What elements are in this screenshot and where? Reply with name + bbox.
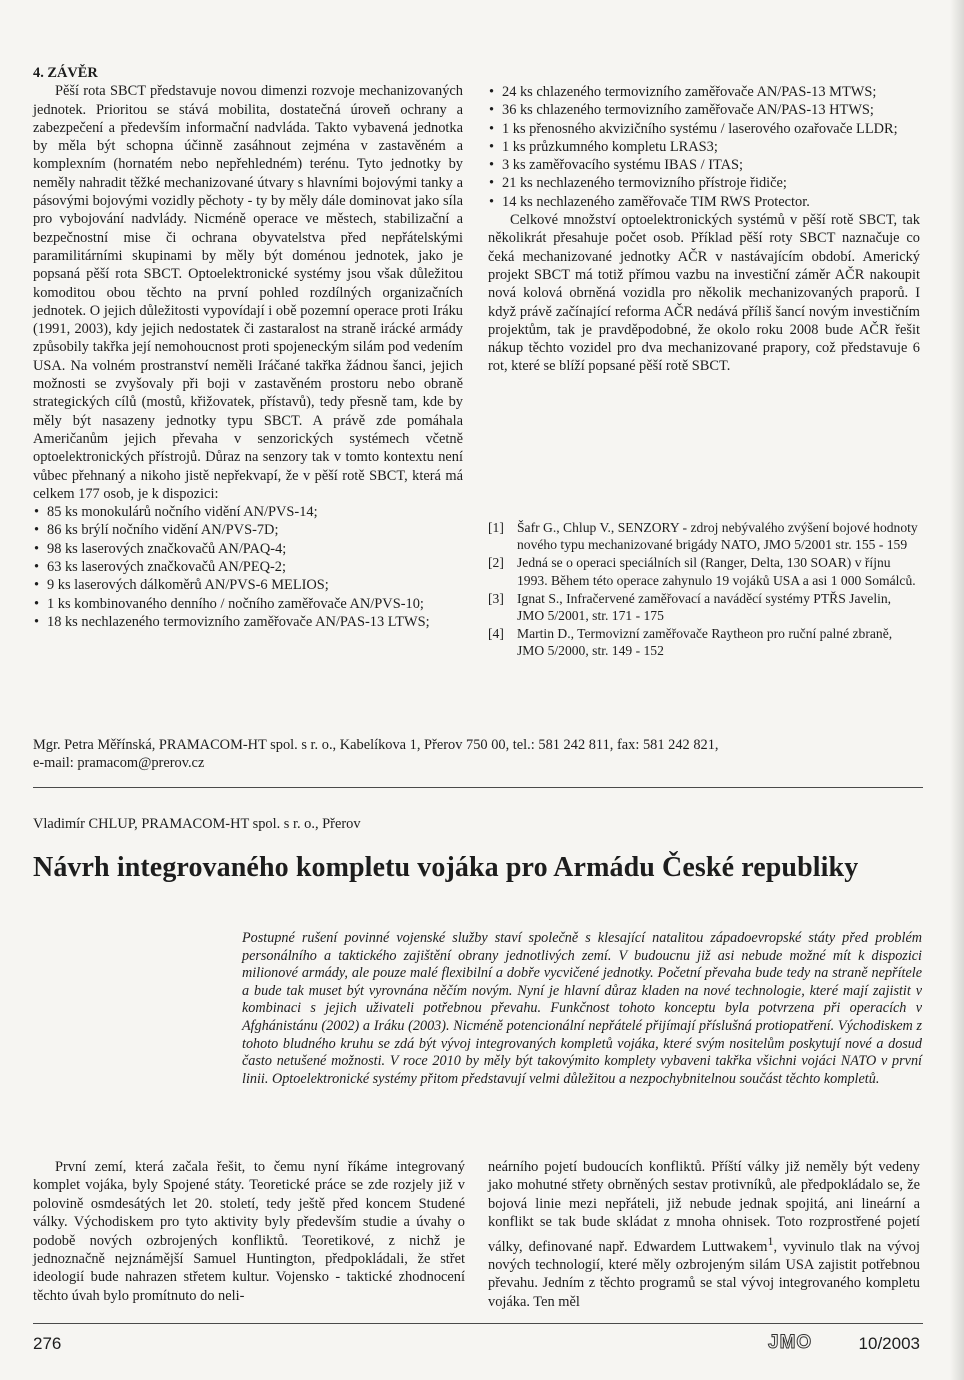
list-item: • 3 ks zaměřovacího systému IBAS / ITAS; (488, 156, 920, 174)
list-item: • 24 ks chlazeného termovizního zaměřovače AN/PAS-13 MTWS; (488, 83, 920, 101)
list-item: • 1 ks kombinovaného denního / nočního zaměřovače AN/PVS-10; (33, 595, 463, 613)
list-item: • 1 ks přenosného akvizičního systému / laserového ozařovače LLDR; (488, 120, 920, 138)
reference-text: Šafr G., Chlup V., SENZORY - zdroj nebývalého zvýšení bojové hodnoty nového typu mechanizované brigády NATO, JMO 5/2001 str. 155 - 159 (517, 520, 918, 553)
reference-text: Martin D., Termovizní zaměřovače Raytheon pro ruční palné zbraně, JMO 5/2000, str. 149 - 152 (517, 626, 893, 659)
journal-logo: JMO (768, 1332, 813, 1353)
reference-item (488, 519, 920, 553)
reference-text: Jedná se o operaci speciálních sil (Ranger, Delta, 130 SOAR) v říjnu 1993. Během této operace zahynulo 19 vojáků USA a asi 1 000 Somálců. (517, 555, 916, 588)
reference-item (488, 554, 920, 588)
list-item: • 14 ks nechlazeného zaměřovače TIM RWS Protector. (488, 193, 920, 211)
reference-number: [3] (488, 590, 504, 606)
page-number: 276 (33, 1334, 62, 1353)
body-left-column (33, 1158, 465, 1305)
contact-email: e-mail: pramacom@prerov.cz (33, 755, 205, 772)
reference-item (488, 625, 920, 659)
list-item: • 1 ks průzkumného kompletu LRAS3; (488, 138, 920, 156)
list-item: • 63 ks laserových značkovačů AN/PEQ-2; (33, 558, 463, 576)
summary-paragraph: Celkové množství optoelektronických systémů v pěší rotě SBCT, tak několikrát přesahuje počet osob. Příklad pěší roty SBCT naznačuje co čeká mechanizované jednotky AČR v nastávajícím období. Americký projekt SBCT má totiž přímou vazbu na investiční záměr AČR nakoupit nová kolová obrněná vozidla pro několik mechanizovaných praporů. I když právě začínající reforma AČR nedává příliš šancí novým investičním projektům, tak je pravděpodobné, že okolo roku 2008 bude AČR řešit nákup těchto vozidel pro dva mechanizované prapory, což představuje 6 rot, které se blíží popsané pěší rotě SBCT. (488, 212, 920, 375)
contact-address: Mgr. Petra Měřínská, PRAMACOM-HT spol. s r. o., Kabelíkova 1, Přerov 750 00, tel.: 581 242 811, fax: 581 242 821, (33, 737, 719, 753)
body-right-column (488, 1158, 920, 1311)
body-text-part2: , vyvinulo tlak na vývoj nových technologií, které měly ozbrojeným silám USA zajistit potřebnou převahu. Jedním z těchto programů se stal vývoj integrovaného kompletu vojáka. Ten měl (488, 1238, 920, 1310)
article-abstract (242, 930, 922, 1088)
references-list (488, 519, 920, 661)
reference-number: [1] (488, 520, 504, 535)
right-column (488, 83, 920, 376)
abstract-text: Postupné rušení povinné vojenské služby staví společně s klesající natalitou západoevropské státy před problém personálního a taktického zajištění obrany jednotlivých zemí. V budoucnu již asi nebude možné mít k dispozici milionové armády, ale pouze malé flexibilní a dobře vycvičené jednotky. Početní převaha bude tedy na straně nepřítele a bude tak muset být vyrovnána něčím novým. Nyní je hlavní důraz kladen na nové technologie, které mají zajistit v kombinaci s jejich uživateli potřebnou převahu. Funkčnost tohoto konceptu byla potvrzena při operacích v Afghánistánu (2002) a Iráku (2003). Nicméně potencionální nepřátelé přijímají příslušná protiopatření. Východiskem z tohoto bludného kruhu se zdá být vývoj integrovaných kompletů vojáka, které svým nositelům poskytují nové a dosud často netušené možnosti. V roce 2010 by měly být takovýmito komplety vybaveni takřka všichni vojáci NATO v první linii. Optoelektronické systémy přitom představují velmi důležitou a nezpochybnitelnou součást těchto kompletů. (242, 930, 922, 1087)
equipment-list-left (33, 503, 463, 631)
conclusion-paragraph: Pěší rota SBCT představuje novou dimenzi rozvoje mechanizovaných jednotek. Prioritou se stává mobilita, dostatečná úroveň ochrany a zabezpečení a především informační nadvláda. Takto vybavená jednotka by měla být schopna účinně zasáhnout zejména v zastavěném a komplexním (hornatém nebo nepřehledném) terénu. Tyto jednotky by neměly nahradit těžké mechanizované útvary s hlavními bojovými tanky a pásovými bojovými vozidly pěchoty - ty by měly dále dominovat jako síla pro vybojování nadvlády. Nicméně operace ve městech, stabilizační a bezpečnostní mise či ochrana obyvatelstva před nepřátelskými paramilitárními skupinami by měly být doménou jednotek, jako je popsaná pěší rota SBCT. Optoelektronické systémy jsou však důležitou komoditou obou těchto na první pohled rozdílných organizačních jednotek. O jejich důležitosti vypovídají i obě pozemní operace proti Iráku (1991, 2003), kdy jejich nedostatek či zastaralost na straně irácké armády způsobily takřka její nemohoucnost proti spojeneckým silám pod vedením USA. Na volném prostranství neměli Iráčané takřka žádnou šanci, jejich možnosti se zvyšovaly při boji v zastavěném prostoru nebo obraně strategických cílů (mostů, křižovatek, přístavů), tedy přesně tam, kde by měly být nasazeny jednotky typu SBCT. A právě zde pomáhala Američanům jejich převaha v senzorických systémech včetně optoelektronických přístrojů. Důraz na senzory tak v tomto kontextu není vůbec přehnaný a nikoho jistě nepřekvapí, že v pěší rotě SBCT, která má celkem 177 osob, je k dispozici: (33, 83, 463, 502)
list-item: • 98 ks laserových značkovačů AN/PAQ-4; (33, 540, 463, 558)
page-edge-shadow (950, 0, 964, 1380)
article-title: Návrh integrovaného kompletu vojáka pro Armádu České republiky (33, 852, 859, 883)
footer-rule (33, 1323, 923, 1324)
author-contact (33, 736, 923, 773)
reference-item (488, 590, 920, 624)
article-byline: Vladimír CHLUP, PRAMACOM-HT spol. s r. o., Přerov (33, 816, 361, 832)
reference-text: Ignat S., Infračervené zaměřovací a naváděcí systémy PTŘS Javelin, JMO 5/2001, str. 171 - 175 (517, 590, 892, 624)
left-column (33, 64, 463, 631)
list-item: • 21 ks nechlazeného termovizního přístroje řidiče; (488, 174, 920, 192)
list-item: • 36 ks chlazeného termovizního zaměřovače AN/PAS-13 HTWS; (488, 101, 920, 119)
reference-number: [2] (488, 555, 504, 571)
footnote-marker: 1 (767, 1233, 774, 1248)
list-item: • 85 ks monokulárů nočního vidění AN/PVS-14; (33, 503, 463, 521)
body-paragraph: První zemí, která začala řešit, to čemu nyní říkáme integrovaný komplet vojáka, byly Spojené státy. Teoretické práce se zde rozjely již v polovině osmdesátých let 20. století, tedy ještě před koncem Studené války. Východiskem pro tyto aktivity byly především studie a úvahy o podobě nových ozbrojených konfliktů. Teoretikové, z nichž je jednoznačně nejznámější Samuel Huntington, předpokládali, že střet ideologií bude nahrazen střetem kultur. Vojensko - taktické zhodnocení těchto úvah bylo promítnuto do neli- (33, 1159, 465, 1304)
list-item: • 86 ks brýlí nočního vidění AN/PVS-7D; (33, 521, 463, 539)
body-paragraph-continued (488, 1158, 920, 1311)
list-item: • 18 ks nechlazeného termovizního zaměřovače AN/PAS-13 LTWS; (33, 613, 463, 631)
section-divider (33, 787, 923, 788)
reference-number: [4] (488, 626, 504, 642)
equipment-list-right (488, 83, 920, 211)
list-item: • 9 ks laserových dálkoměrů AN/PVS-6 MELIOS; (33, 576, 463, 594)
section-heading: 4. ZÁVĚR (33, 65, 98, 81)
body-text-part1: neárního pojetí budoucích konfliktů. Příští války již neměly být vedeny jako mohutné střety obrněných sestav protivníků, ale předpokládalo se, že bojová linie mezi nepřáteli, již nebude jednak spojitá, ani lineární a konflikt se tak bude skládat z mnoha ohnisek. Toto rozprostřené pojetí války, definované např. Edwardem Luttwakem (488, 1159, 920, 1255)
issue-number: 10/2003 (858, 1334, 920, 1353)
